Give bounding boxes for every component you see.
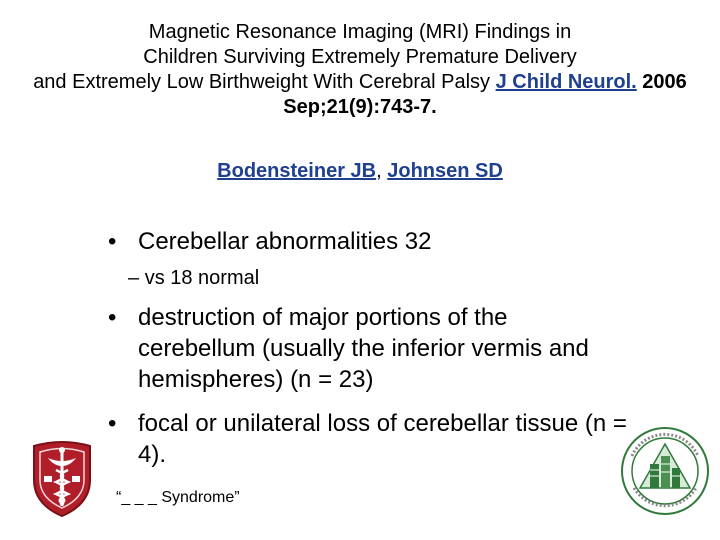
journal-link[interactable]: J Child Neurol. <box>495 71 637 93</box>
bullet-marker: • <box>108 304 117 331</box>
bullet-text: destruction of major portions of the cerebellum (usually the inferior vermis and hemispheres) (n = 23) <box>138 304 589 393</box>
author-link-2[interactable]: Johnsen SD <box>387 160 503 182</box>
author-list <box>0 158 720 184</box>
bullet-marker: • <box>108 410 117 437</box>
bullet-item <box>108 226 628 257</box>
author-separator: , <box>376 160 382 182</box>
sub-bullet-marker: – <box>128 267 140 289</box>
title-line-2: Children Surviving Extremely Premature Delivery <box>143 46 577 68</box>
citation: 2006 Sep;21(9):743-7. <box>283 71 687 118</box>
bullet-item <box>108 408 628 470</box>
bullet-item <box>108 302 628 395</box>
sub-bullet-text: vs 18 normal <box>144 267 260 289</box>
syndrome-caption: “_ _ _ Syndrome” <box>116 489 240 506</box>
caduceus-shield-logo <box>26 436 98 518</box>
bullet-marker: • <box>108 228 117 255</box>
title-line-3: and Extremely Low Birthweight With Cerebral Palsy <box>33 71 491 93</box>
sub-bullet <box>128 266 259 290</box>
bullet-text: focal or unilateral loss of cerebellar tissue (n = 4). <box>138 410 627 468</box>
title-line-1: Magnetic Resonance Imaging (MRI) Findings in <box>148 21 572 43</box>
author-link-1[interactable]: Bodensteiner JB <box>217 160 377 182</box>
bullet-text: Cerebellar abnormalities 32 <box>138 228 432 255</box>
slide-title <box>30 20 690 120</box>
medical-center-seal-logo <box>620 426 710 516</box>
